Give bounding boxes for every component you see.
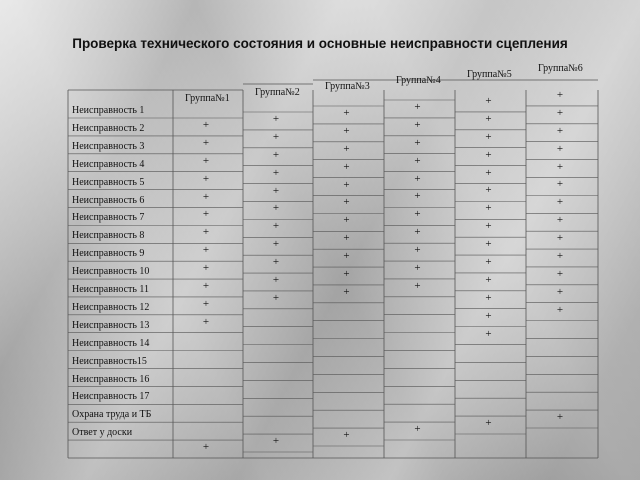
plus-mark: + xyxy=(485,148,492,161)
row-label: Неисправность 9 xyxy=(72,248,145,260)
plus-mark: + xyxy=(556,303,564,316)
row-label: Неисправность 8 xyxy=(72,230,145,242)
plus-mark: + xyxy=(485,95,492,107)
plus-mark: + xyxy=(414,101,421,113)
row-label: Неисправность 5 xyxy=(72,176,145,188)
plus-mark: + xyxy=(485,327,492,340)
plus-mark: + xyxy=(272,256,280,269)
plus-mark: + xyxy=(485,273,492,286)
plus-mark: + xyxy=(414,226,421,239)
plus-mark: + xyxy=(485,309,492,322)
plus-mark: + xyxy=(343,196,350,209)
group-header: Группа№6 xyxy=(538,63,583,74)
plus-mark: + xyxy=(343,107,350,119)
plus-mark: + xyxy=(414,262,421,275)
plus-mark: + xyxy=(556,267,564,280)
plus-mark: + xyxy=(414,154,421,167)
plus-mark: + xyxy=(485,238,492,251)
plus-mark: + xyxy=(272,148,280,161)
plus-mark: + xyxy=(272,238,280,251)
row-label: Охрана труда и ТБ xyxy=(72,409,152,421)
plus-mark: + xyxy=(272,202,280,215)
plus-mark: + xyxy=(272,274,280,287)
plus-mark: + xyxy=(272,113,280,125)
plus-mark: + xyxy=(556,232,564,245)
plus-mark: + xyxy=(556,89,564,101)
plus-mark: + xyxy=(272,291,280,304)
row-label: Неисправность15 xyxy=(72,355,147,367)
plus-mark: + xyxy=(485,112,492,125)
plus-mark: + xyxy=(202,280,210,293)
plus-mark: + xyxy=(485,256,492,269)
plus-mark: + xyxy=(202,244,210,257)
row-label: Неисправность 4 xyxy=(72,158,145,170)
plus-mark: + xyxy=(202,226,210,239)
plus-mark: + xyxy=(343,250,350,263)
plus-mark: + xyxy=(485,220,492,233)
plus-mark: + xyxy=(556,411,564,424)
plus-mark: + xyxy=(202,136,210,149)
plus-mark: + xyxy=(272,435,280,448)
plus-mark: + xyxy=(485,130,492,143)
plus-mark: + xyxy=(556,160,564,173)
plus-mark: + xyxy=(343,268,350,281)
plus-mark: + xyxy=(485,166,492,179)
plus-mark: + xyxy=(414,190,421,203)
results-table xyxy=(68,63,598,458)
plus-mark: + xyxy=(414,423,421,436)
plus-mark: + xyxy=(202,208,210,221)
row-label: Ответ у доски xyxy=(72,427,133,439)
plus-mark: + xyxy=(556,178,564,191)
plus-mark: + xyxy=(202,297,210,310)
row-label: Неисправность 14 xyxy=(72,337,150,349)
plus-mark: + xyxy=(414,208,421,221)
plus-mark: + xyxy=(556,124,564,137)
plus-mark: + xyxy=(343,160,350,173)
plus-mark: + xyxy=(343,214,350,227)
row-label: Неисправность 7 xyxy=(72,212,145,224)
plus-mark: + xyxy=(414,244,421,257)
plus-mark: + xyxy=(556,285,564,298)
plus-mark: + xyxy=(202,172,210,185)
plus-mark: + xyxy=(202,262,210,275)
plus-mark: + xyxy=(272,220,280,233)
plus-mark: + xyxy=(414,172,421,185)
row-label: Неисправность 13 xyxy=(72,319,150,331)
group-header: Группа№2 xyxy=(255,87,300,98)
row-label: Неисправность 10 xyxy=(72,266,150,278)
group-header: Группа№1 xyxy=(185,93,230,104)
plus-mark: + xyxy=(343,232,350,245)
plus-mark: + xyxy=(202,315,210,328)
plus-mark: + xyxy=(272,184,280,197)
group-header: Группа№4 xyxy=(396,75,441,86)
plus-mark: + xyxy=(343,285,350,298)
row-label: Неисправность 6 xyxy=(72,194,145,206)
plus-mark: + xyxy=(556,106,564,119)
plus-mark: + xyxy=(414,136,421,149)
plus-mark: + xyxy=(343,124,350,137)
plus-mark: + xyxy=(556,196,564,209)
plus-mark: + xyxy=(485,291,492,304)
plus-mark: + xyxy=(485,202,492,215)
page-title: Проверка технического состояния и основные неисправности сцепления xyxy=(72,36,568,51)
plus-mark: + xyxy=(272,166,280,179)
row-label: Неисправность 12 xyxy=(72,301,150,313)
plus-mark: + xyxy=(485,417,492,430)
row-label: Неисправность 16 xyxy=(72,373,150,385)
plus-mark: + xyxy=(202,190,210,203)
row-label: Неисправность 2 xyxy=(72,123,145,134)
row-label: Неисправность 3 xyxy=(72,140,145,152)
plus-mark: + xyxy=(485,184,492,197)
row-label: Неисправность 17 xyxy=(72,391,150,403)
plus-mark: + xyxy=(556,250,564,263)
group-header: Группа№3 xyxy=(325,81,370,92)
plus-mark: + xyxy=(202,154,210,167)
row-label: Неисправность 11 xyxy=(72,284,150,296)
plus-mark: + xyxy=(414,118,421,131)
plus-mark: + xyxy=(414,279,421,292)
row-label: Неисправность 1 xyxy=(72,105,145,117)
plus-mark: + xyxy=(343,142,350,155)
group-header: Группа№5 xyxy=(467,69,512,80)
plus-mark: + xyxy=(202,441,210,454)
plus-mark: + xyxy=(272,130,280,143)
plus-mark: + xyxy=(343,178,350,191)
plus-mark: + xyxy=(556,214,564,227)
plus-mark: + xyxy=(343,429,350,442)
plus-mark: + xyxy=(202,119,210,131)
plus-mark: + xyxy=(556,142,564,155)
